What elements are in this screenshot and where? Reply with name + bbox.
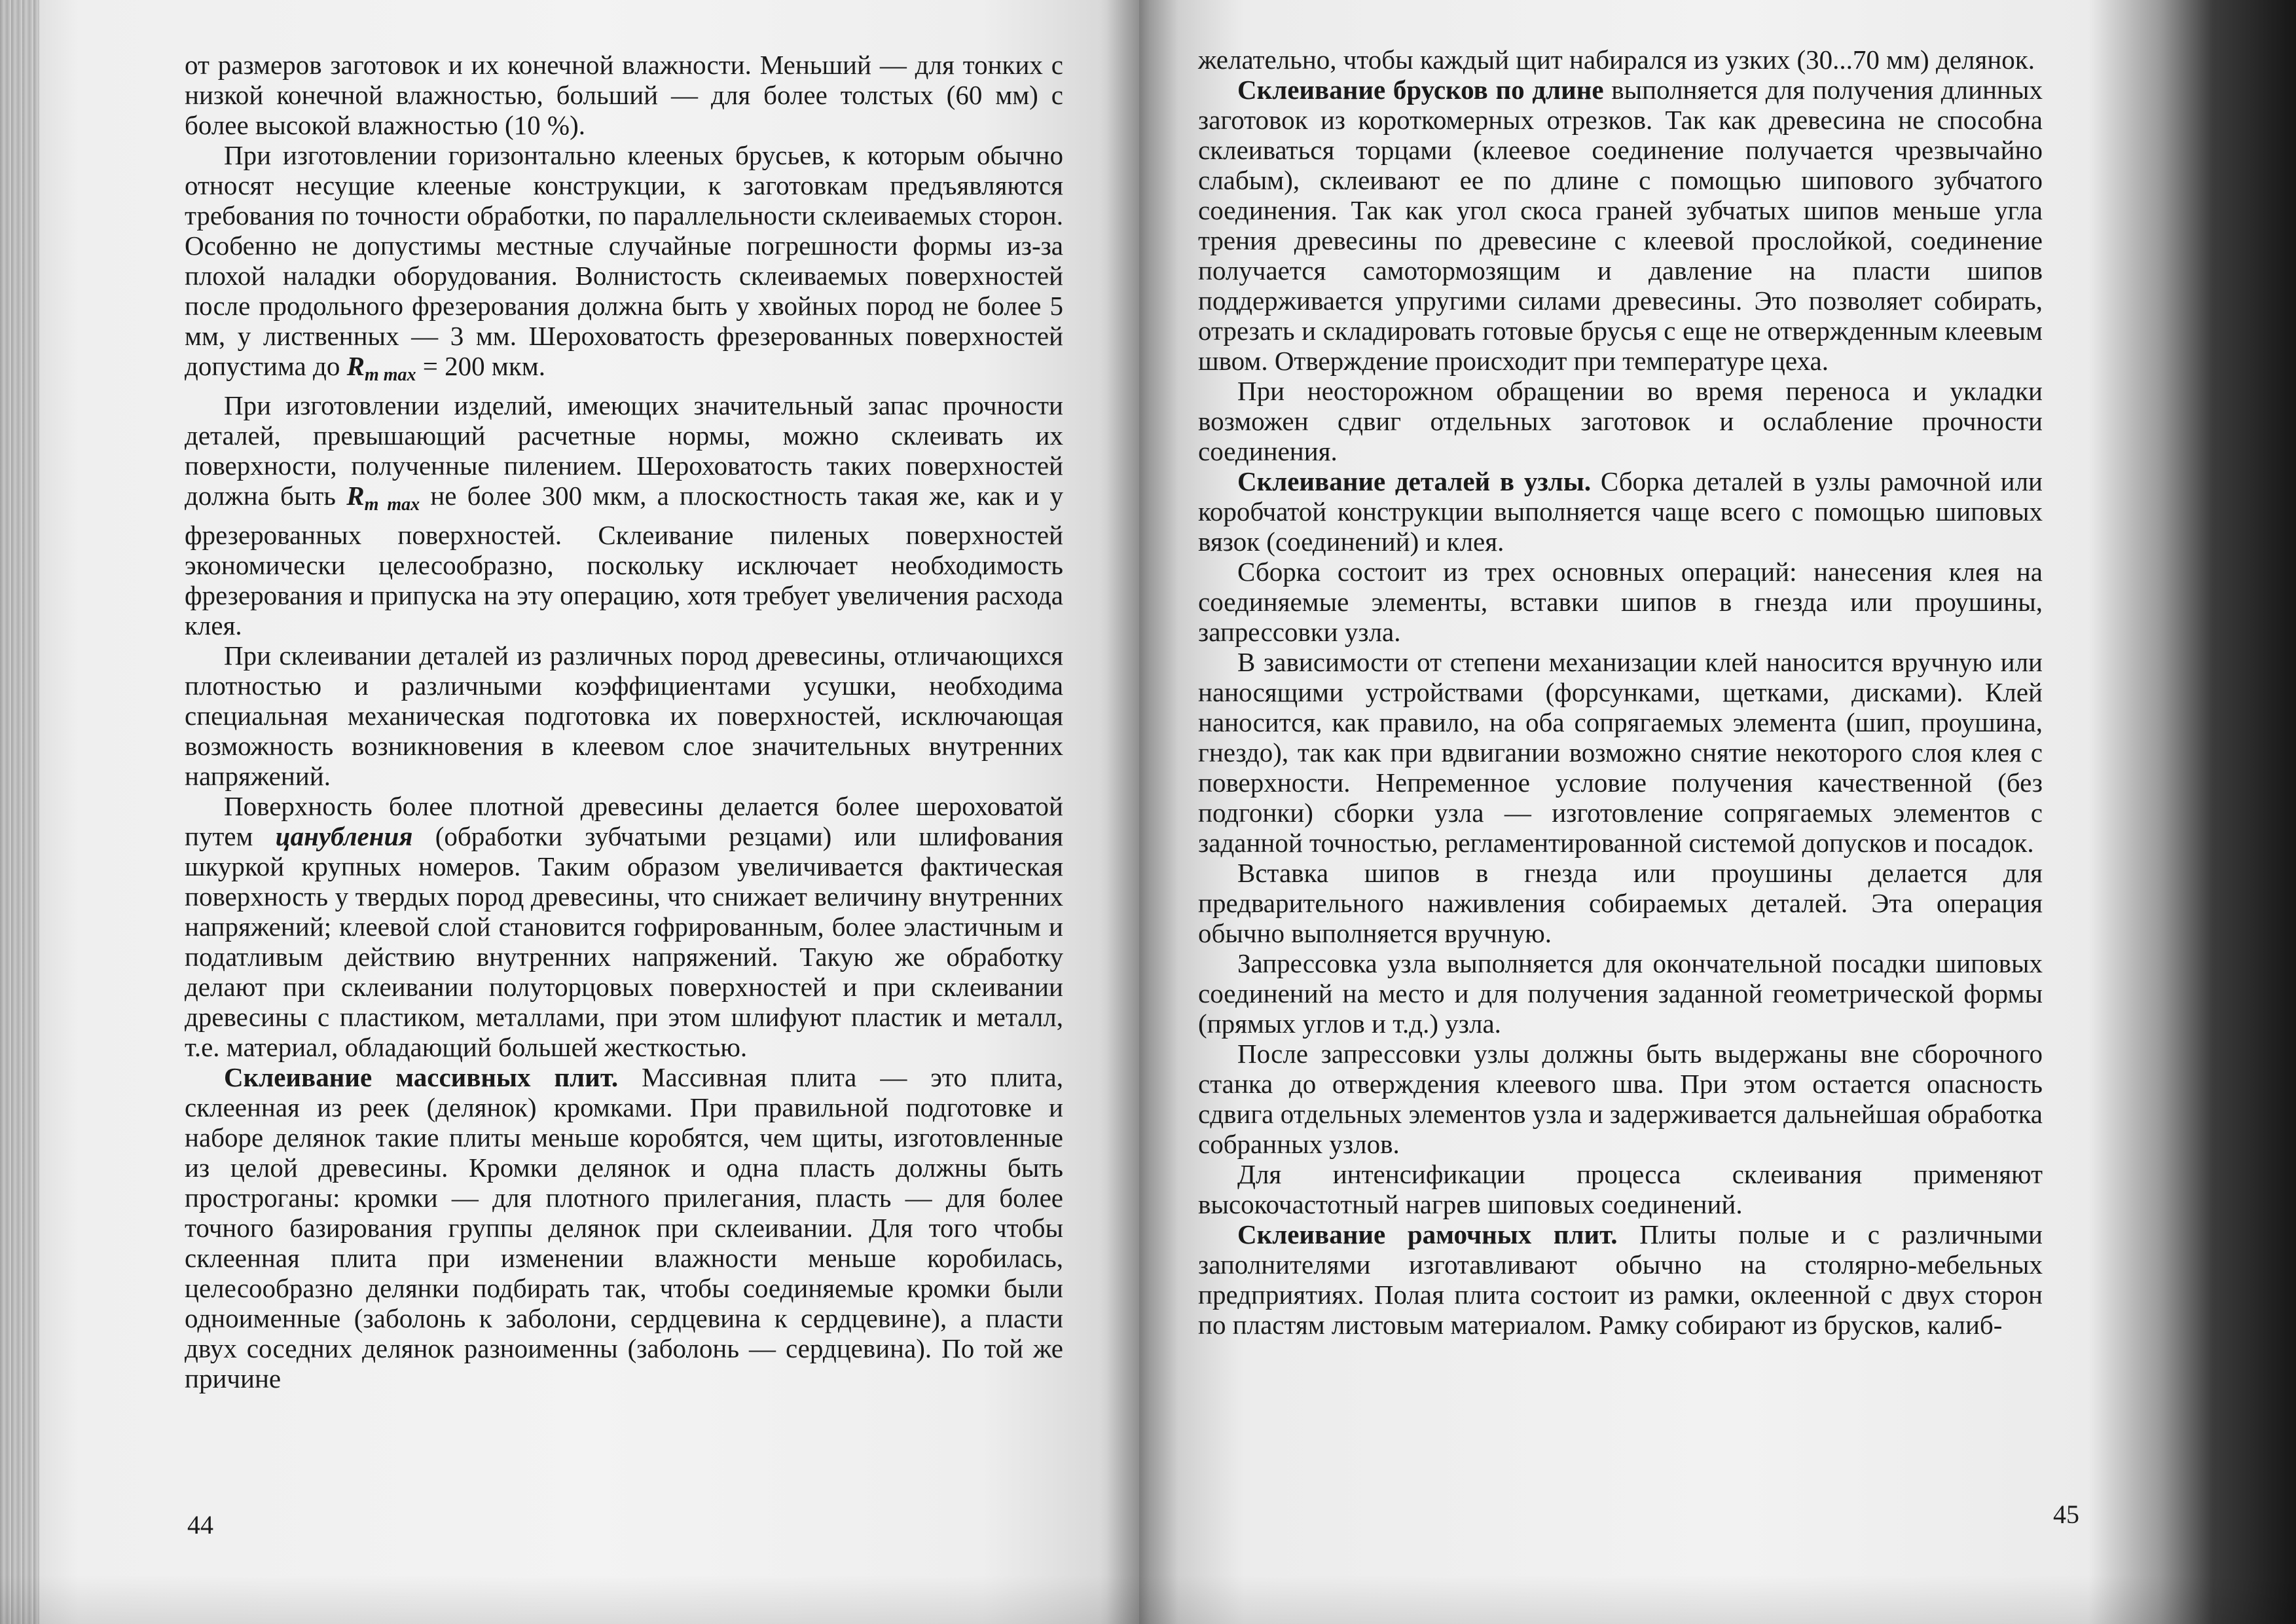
paragraph: Запрессовка узла выполняется для окончательной посадки шиповых соединений на место и для получения заданной геометрической формы (прямых углов и т.д.) узла. (1198, 948, 2043, 1039)
paragraph: Склеивание массивных плит. Массивная плита — это плита, склеенная из реек (делянок) кромками. При правильной подготовке и наборе делянок такие плиты меньше коробятся, чем щиты, изготовленные из целой древесины. Кромки делянок и одна пласть должны быть прострoганы: кромки — для плотного прилегания, пласть — для более точного базирования группы делянок при склеивании. Для того чтобы склеенная плита при изменении влажности меньше коробилась, целесообразно делянки подбирать так, чтобы соединяемые кромки были одноименные (заболонь к заболони, сердцевина к сердцевине), а пласти двух соседних делянок разноименны (заболонь — сердцевина). По той же причине (185, 1062, 1064, 1393)
right-page-text (1198, 45, 2043, 1340)
page-number: 45 (2053, 1500, 2079, 1529)
right-page (1139, 0, 2296, 1624)
bottom-shadow (0, 1575, 2296, 1624)
paragraph: от размеров заготовок и их конечной влажности. Меньший — для тонких с низкой конечной влажностью, больший — для более толстых (60 мм) с более высокой влажностью (10 %). (185, 50, 1063, 140)
paragraph: После запрессовки узлы должны быть выдержаны вне сборочного станка до отверждения клеевого шва. При этом остается опасность сдвига отдельных элементов узла и задерживается дальнейшая обработка собранных узлов. (1198, 1039, 2043, 1159)
term-italic: цанубления (275, 821, 413, 851)
section-lead: Склеивание массивных плит. (224, 1062, 619, 1092)
paragraph: При неосторожном обращении во время переноса и укладки возможен сдвиг отдельных заготовок и ослабление прочности соединения. (1198, 376, 2043, 466)
paragraph: При изготовлении горизонтально клееных брусьев, к которым обычно относят несущие клееные конструкции, к заготовкам предъявляются требования по точности обработки, по параллельности склеиваемых сторон. Особенно не допустимы местные случайные погрешности формы из-за плохой наладки оборудования. Волнистость склеиваемых поверхностей после продольного фрезерования должна быть у хвойных пород не более 5 мм, у лиственных — 3 мм. Шероховатость фрезерованных поверхностей допустима до $R_{m max} = 200$ мкм. (185, 140, 1063, 385)
section-lead: Склеивание деталей в узлы. (1237, 466, 1592, 496)
roughness-symbol: $R_{m max}$ (346, 351, 416, 385)
paragraph: При изготовлении изделий, имеющих значительный запас прочности деталей, превышающий расчетные нормы, можно склеивать их поверхности, полученные пилением. Шероховатость таких поверхностей должна быть $R_{m max}$ не более 300 мкм, а плоскостность такая же, как и у фрезерованных поверхностей. Склеивание пиленых поверхностей экономически целесообразно, поскольку исключает необходимость фрезерования и припуска на эту операцию, хотя требует увеличения расхода клея. (185, 390, 1063, 640)
left-page-text (185, 50, 1063, 1393)
paragraph: Поверхность более плотной древесины делается более шероховатой путем цанубления (обработки зубчатыми резцами) или шлифования шкуркой крупных номеров. Таким образом увеличивается фактическая поверхность у твердых пород древесины, что снижает величину внутренних напряжений; клеевой слой становится гофрированным, более эластичным и податливым действию внутренних напряжений. Такую же обработку делают при склеивании полуторцовых поверхностей и при склеивании древесины с пластиком, металлами, при этом шлифуют пластик и металл, т.е. материал, обладающий большей жесткостью. (185, 791, 1064, 1062)
paragraph: Склеивание деталей в узлы. Сборка деталей в узлы рамочной или коробчатой конструкции выполняется чаще всего с помощью шиповых вязок (соединений) и клея. (1198, 466, 2043, 557)
page-edge-strips (0, 0, 39, 1624)
left-page (0, 0, 1139, 1624)
section-lead: Склеивание рамочных плит. (1237, 1219, 1618, 1249)
paragraph: Вставка шипов в гнезда или проушины делается для предварительного наживления собираемых деталей. Эта операция обычно выполняется вручную. (1198, 858, 2043, 948)
paragraph: Для интенсификации процесса склеивания применяют высокочастотный нагрев шиповых соединений. (1198, 1159, 2043, 1219)
paragraph: Склеивание рамочных плит. Плиты полые и с различными заполнителями изготавливают обычно на столярно-мебельных предприятиях. Полая плита состоит из рамки, оклеенной с двух сторон по пластям листовым материалом. Рамку собирают из брусков, калиб- (1198, 1219, 2043, 1340)
gutter-shadow (1106, 0, 1178, 1624)
paragraph: Склеивание брусков по длине выполняется для получения длинных заготовок из короткомерных отрезков. Так как древесина не способна склеиваться торцами (клеевое соединение получается чрезвычайно слабым), склеивают ее по длине с помощью шипового зубчатого соединения. Так как угол скоса граней зубчатых шипов меньше угла трения древесины по древесине с клеевой прослойкой, соединение получается самотормозящим и давление на пласти шипов поддерживается упругими силами древесины. Это позволяет собирать, отрезать и складировать готовые брусья с еще не отвержденным клеевым швом. Отверждение происходит при температуре цеха. (1198, 75, 2043, 376)
paragraph: При склеивании деталей из различных пород древесины, отличающихся плотностью и различными коэффициентами усушки, необходима специальная механическая подготовка их поверхностей, исключающая возможность возникновения в клеевом слое значительных внутренних напряжений. (185, 640, 1063, 791)
paragraph: В зависимости от степени механизации клей наносится вручную или наносящими устройствами (форсунками, щетками, дисками). Клей наносится, как правило, на оба сопрягаемых элемента (шип, проушина, гнездо), так как при вдвигании возможно снятие некоторого слоя клея с поверхности. Непременное условие получения качественной (без подгонки) сборки узла — изготовление сопрягаемых элементов с заданной точностью, регламентированной системой допусков и посадок. (1198, 647, 2043, 858)
section-lead: Склеивание брусков по длине (1237, 75, 1604, 105)
page-number: 44 (187, 1510, 213, 1540)
paragraph: Сборка состоит из трех основных операций: нанесения клея на соединяемые элементы, вставки шипов в гнезда или проушины, запрессовки узла. (1198, 557, 2043, 647)
roughness-symbol: $R_{m max}$ (346, 481, 420, 515)
paragraph: желательно, чтобы каждый щит набирался из узких (30...70 мм) делянок. (1198, 45, 2035, 75)
